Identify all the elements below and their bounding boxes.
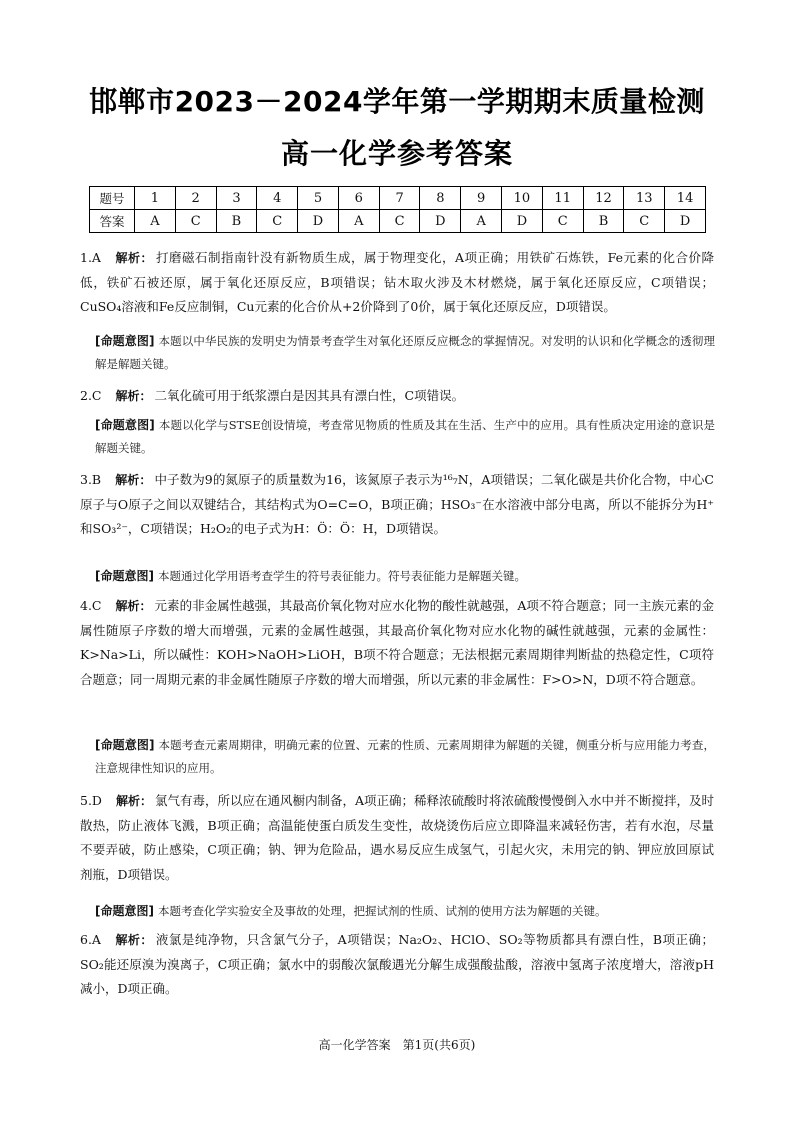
answer-table-answer-row	[90, 210, 706, 233]
item-number: 1.A	[80, 250, 101, 265]
question-number: 3	[216, 187, 257, 210]
answer-item-1	[80, 246, 714, 320]
answer-cell: C	[379, 210, 420, 233]
question-number: 8	[420, 187, 461, 210]
page-footer: 高一化学答案 第1页(共6页)	[318, 1038, 476, 1052]
intent-3	[95, 565, 715, 588]
item-number: 3.B	[80, 472, 102, 487]
answer-item-5	[80, 789, 714, 887]
answer-cell: B	[216, 210, 257, 233]
question-number: 9	[461, 187, 502, 210]
analysis-label: 解析：	[114, 251, 153, 265]
question-number: 1	[135, 187, 176, 210]
question-number: 12	[583, 187, 624, 210]
intent-2	[95, 414, 715, 460]
analysis-label: 解析：	[115, 599, 152, 613]
answer-cell: C	[624, 210, 665, 233]
question-number: 7	[379, 187, 420, 210]
page-title: 邯郸市2023－2024学年第一学期期末质量检测	[89, 85, 705, 118]
intent-text: 本题以中华民族的发明史为情景考查学生对氧化还原反应概念的掌握情况。对发明的认识和化学概念的透彻理解是解题关键。	[95, 334, 715, 371]
item-number: 4.C	[80, 598, 102, 613]
answer-table-number-row	[90, 187, 706, 210]
question-number: 6	[338, 187, 379, 210]
intent-5	[95, 900, 715, 923]
intent-text: 本题考查元素周期律，明确元素的位置、元素的性质、元素周期律为解题的关键，侧重分析与应用能力考查，注意规律性知识的应用。	[95, 738, 715, 775]
intent-text: 本题考查化学实验安全及事故的处理，把握试剂的性质、试剂的使用方法为解题的关键。	[157, 904, 607, 918]
analysis-label: 解析：	[115, 473, 152, 487]
answer-item-6	[80, 928, 714, 1002]
answer-cell: D	[298, 210, 339, 233]
item-analysis: 液氯是纯净物，只含氯气分子，A项错误；Na₂O₂、HClO、SO₂等物质都具有漂白性，B项正确；SO₂能还原溴为溴离子，C项正确；氯水中的弱酸次氯酸遇光分解生成强酸盐酸，溶液中氢离子浓度增大，溶液pH减小，D项正确。	[80, 932, 714, 997]
analysis-label: 解析：	[115, 389, 152, 403]
intent-label: [命题意图]	[95, 418, 155, 432]
intent-text: 本题以化学与STSE创设情境，考查常见物质的性质及其在生活、生产中的应用。具有性质决定用途的意识是解题关键。	[95, 418, 715, 455]
item-analysis: 打磨磁石制指南针没有新物质生成，属于物理变化，A项正确；用铁矿石炼铁，Fe元素的化合价降低，铁矿石被还原，属于氧化还原反应，B项错误；钻木取火涉及木材燃烧，属于氧化还原反应，C项错误；CuSO₄溶液和Fe反应制铜，Cu元素的化合价从+2价降到了0价，属于氧化还原反应，D项错误。	[80, 250, 714, 315]
answer-cell: B	[583, 210, 624, 233]
intent-label: [命题意图]	[95, 904, 154, 918]
answer-item-3	[80, 468, 714, 542]
item-analysis: 二氧化硫可用于纸浆漂白是因其具有漂白性，C项错误。	[154, 388, 465, 403]
intent-4	[95, 734, 715, 780]
question-number: 4	[257, 187, 298, 210]
item-number: 5.D	[80, 793, 102, 808]
question-number: 2	[175, 187, 216, 210]
answer-cell: D	[420, 210, 461, 233]
item-analysis: 中子数为9的氮原子的质量数为16，该氮原子表示为¹⁶₇N，A项错误；二氧化碳是共价化合物，中心C原子与O原子之间以双键结合，其结构式为O=C=O，B项正确；HSO₃⁻在水溶液中部分电离，所以不能拆分为H⁺和SO₃²⁻，C项错误；H₂O₂的电子式为H：Ö：Ö：H，D项错误。	[80, 472, 714, 537]
answer-cell: A	[135, 210, 176, 233]
item-number: 2.C	[80, 388, 102, 403]
question-number: 10	[502, 187, 543, 210]
item-analysis: 氯气有毒，所以应在通风橱内制备，A项正确；稀释浓硫酸时将浓硫酸慢慢倒入水中并不断搅拌，及时散热，防止液体飞溅，B项正确；高温能使蛋白质发生变性，故烧烫伤后应立即降温来减轻伤害，若有水泡，尽量不要弄破，防止感染，C项正确；钠、钾为危险品，遇水易反应生成氢气，引起火灾，未用完的钠、钾应放回原试剂瓶，D项错误。	[80, 793, 714, 882]
answer-cell: C	[257, 210, 298, 233]
intent-text: 本题通过化学用语考查学生的符号表征能力。符号表征能力是解题关键。	[157, 569, 526, 583]
question-number: 11	[542, 187, 583, 210]
answer-row-header: 答案	[90, 210, 135, 233]
intent-label: [命题意图]	[95, 738, 155, 752]
item-analysis: 元素的非金属性越强，其最高价氧化物对应水化物的酸性就越强，A项不符合题意；同一主族元素的金属性随原子序数的增大而增强，元素的金属性越强，其最高价氧化物对应水化物的碱性就越强，元素的金属性：K>Na>Li，所以碱性：KOH>NaOH>LiOH，B项不符合题意；无法根据元素周期律判断盐的热稳定性，C项符合题意；同一周期元素的非金属性随原子序数的增大而增强，所以元素的非金属性：F>O>N，D项不符合题意。	[80, 598, 714, 687]
answer-table	[89, 186, 706, 233]
number-row-header: 题号	[90, 187, 135, 210]
answer-cell: C	[542, 210, 583, 233]
answer-item-4	[80, 594, 714, 692]
question-number: 5	[298, 187, 339, 210]
intent-1	[95, 330, 715, 376]
answer-cell: C	[175, 210, 216, 233]
item-number: 6.A	[80, 932, 101, 947]
answer-item-2	[80, 384, 714, 409]
intent-label: [命题意图]	[95, 569, 154, 583]
answer-cell: A	[338, 210, 379, 233]
intent-label: [命题意图]	[95, 334, 155, 348]
page-subtitle: 高一化学参考答案	[280, 137, 513, 170]
answer-cell: D	[665, 210, 706, 233]
answer-cell: D	[502, 210, 543, 233]
question-number: 13	[624, 187, 665, 210]
analysis-label: 解析：	[114, 933, 153, 947]
analysis-label: 解析：	[115, 794, 152, 808]
question-number: 14	[665, 187, 706, 210]
answer-cell: A	[461, 210, 502, 233]
